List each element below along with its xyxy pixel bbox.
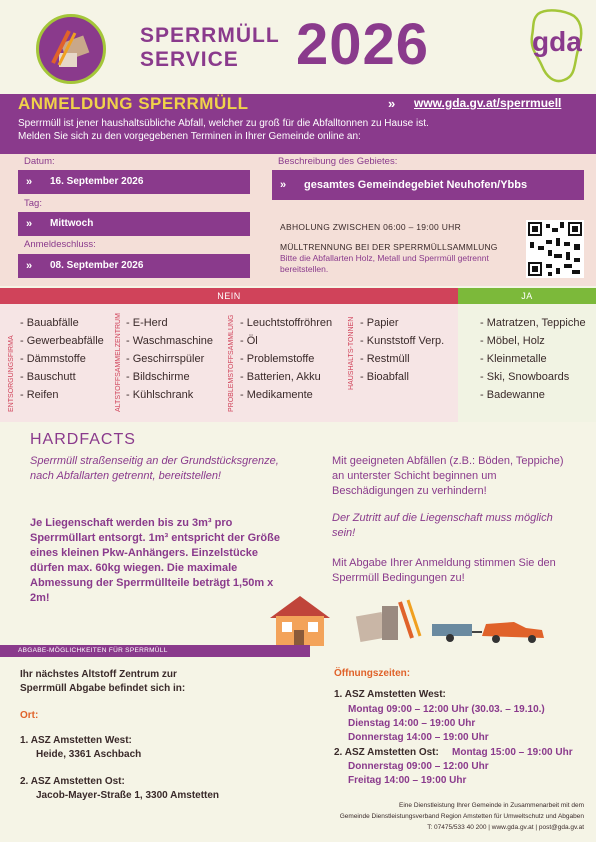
registration-text — [18, 117, 578, 143]
hardfacts-left-p1: Sperrmüll straßenseitig an der Grundstücksgrenze, nach Abfallarten getrennt, bereitstellen! — [30, 455, 279, 482]
list-item: - Problemstoffe — [240, 350, 332, 368]
hardfacts-right-p1: Mit geeigneten Abfällen (z.B.: Böden, Teppiche) an unterster Schicht beginnen um Beschädigungen zu verhindern! — [332, 455, 564, 497]
west-hours-1: Montag 09:00 – 12:00 Uhr (30.03. – 19.10.) — [348, 704, 545, 715]
gebiet-value: gesamtes Gemeindegebiet Neuhofen/Ybbs — [304, 179, 528, 191]
double-chevron-icon: » — [26, 260, 33, 272]
registration-link[interactable]: www.gda.gv.at/sperrmuell — [414, 96, 562, 110]
year: 2026 — [296, 12, 430, 77]
registration-title: ANMELDUNG SPERRMÜLL — [18, 94, 249, 113]
list-item: - Gewerbeabfälle — [20, 332, 104, 350]
double-chevron-icon: » — [280, 179, 287, 191]
asz1-name: 1. ASZ Amstetten West: — [20, 735, 132, 746]
double-chevron-icon: » — [26, 176, 33, 188]
ja-list — [480, 314, 586, 404]
brand-logo: gda — [532, 26, 582, 57]
tag-label: Tag: — [24, 198, 42, 209]
abgabe-header: ABGABE-MÖGLICHKEITEN FÜR SPERRMÜLL — [0, 645, 310, 657]
list-item: - Bauabfälle — [20, 314, 104, 332]
footer-line: Eine Dienstleistung Ihrer Gemeinde in Zusammenarbeit mit dem — [399, 802, 584, 809]
ost-hours-3: Freitag 14:00 – 19:00 Uhr — [348, 775, 467, 786]
abgabe-intro-line: Sperrmüll Abgabe befindet sich in: — [20, 683, 186, 694]
footer-line: Gemeinde Dienstleistungsverband Region Amstetten für Umweltschutz und Abgaben — [339, 813, 584, 820]
tag-value: Mittwoch — [50, 218, 94, 229]
car-trailer-icon — [430, 614, 548, 644]
hardfacts-right-p3: Mit Abgabe Ihrer Anmeldung stimmen Sie den Sperrmüll Bedingungen zu! — [332, 557, 556, 584]
qr-code[interactable] — [526, 220, 584, 278]
list-item: - Papier — [360, 314, 444, 332]
group-list-problemstoffsammlung — [240, 314, 332, 404]
nein-header: NEIN — [0, 288, 458, 304]
abgabe-intro-line: Ihr nächstes Altstoff Zentrum zur — [20, 669, 177, 680]
list-item: - Ski, Snowboards — [480, 368, 586, 386]
furniture-icon — [352, 598, 428, 644]
asz1-address: Heide, 3361 Aschbach — [36, 749, 142, 760]
gebiet-field — [272, 170, 584, 200]
page-title — [140, 24, 280, 72]
ost-hours-2: Donnerstag 09:00 – 12:00 Uhr — [348, 761, 489, 772]
list-item: - Möbel, Holz — [480, 332, 586, 350]
list-item: - Matratzen, Teppiche — [480, 314, 586, 332]
hardfacts-title: HARDFACTS — [30, 431, 136, 448]
ost-title: 2. ASZ Amstetten Ost: — [334, 747, 439, 758]
list-item: - Badewanne — [480, 386, 586, 404]
list-item: - Dämmstoffe — [20, 350, 104, 368]
double-chevron-icon: » — [388, 96, 396, 111]
ost-hours-1: Montag 15:00 – 19:00 Uhr — [452, 747, 573, 758]
footer — [250, 800, 584, 833]
anmeldeschluss-value: 08. September 2026 — [50, 260, 144, 271]
list-item: - Batterien, Akku — [240, 368, 332, 386]
registration-text-line: Melden Sie sich zu den vorgegebenen Terminen in Ihrer Gemeinde online an: — [18, 131, 361, 142]
ja-header: JA — [458, 288, 596, 304]
double-chevron-icon: » — [26, 218, 33, 230]
datum-label: Datum: — [24, 156, 55, 167]
sperrmuell-logo-icon — [36, 14, 106, 84]
gebiet-label: Beschreibung des Gebietes: — [278, 156, 398, 167]
list-item: - Kühlschrank — [126, 386, 213, 404]
title-line-1: SPERRMÜLL — [140, 24, 280, 47]
list-item: - Leuchtstoffröhren — [240, 314, 332, 332]
list-item: - Waschmaschine — [126, 332, 213, 350]
muelltrennung-text: Bitte die Abfallarten Holz, Metall und Sperrmüll getrennt bereitstellen. — [280, 253, 489, 274]
list-item: - Kunststoff Verp. — [360, 332, 444, 350]
datum-field — [18, 170, 250, 194]
title-line-2: SERVICE — [140, 48, 239, 71]
list-item: - Bildschirme — [126, 368, 213, 386]
datum-value: 16. September 2026 — [50, 176, 144, 187]
anmeldeschluss-field — [18, 254, 250, 278]
group-list-altstoffsammelzentrum — [126, 314, 213, 404]
registration-text-line: Sperrmüll ist jener haushaltsübliche Abfall, welcher zu groß für die Abfalltonnen zu Hause ist. — [18, 118, 429, 129]
asz2-name: 2. ASZ Amstetten Ost: — [20, 776, 125, 787]
group-label-entsorgungsfirma: ENTSORGUNGSFIRMA — [8, 335, 15, 412]
list-item: - Öl — [240, 332, 332, 350]
list-item: - Medikamente — [240, 386, 332, 404]
hardfacts-left-p2: Je Liegenschaft werden bis zu 3m³ pro Sperrmüllart entsorgt. 1m³ entspricht der Größe eines kleinen Pkw-Anhängers. Einzelstücke dürfen max. 60kg wiegen. Die maximale Abmessung der Sperrmüllteile beträgt 1,50m x 2m! — [30, 517, 280, 604]
house-icon — [264, 592, 336, 646]
oeffnungszeiten-label: Öffnungszeiten: — [334, 668, 411, 679]
list-item: - Bauschutt — [20, 368, 104, 386]
west-hours-2: Dienstag 14:00 – 19:00 Uhr — [348, 718, 476, 729]
group-list-entsorgungsfirma — [20, 314, 104, 404]
ort-label: Ort: — [20, 710, 39, 721]
muelltrennung-title: MÜLLTRENNUNG BEI DER SPERRMÜLLSAMMLUNG — [280, 242, 498, 252]
anmeldeschluss-label: Anmeldeschluss: — [24, 239, 96, 250]
abholung-time: ABHOLUNG ZWISCHEN 06:00 – 19:00 UHR — [280, 222, 462, 232]
list-item: - Bioabfall — [360, 368, 444, 386]
asz2-address: Jacob-Mayer-Straße 1, 3300 Amstetten — [36, 790, 220, 801]
list-item: - E-Herd — [126, 314, 213, 332]
west-hours-3: Donnerstag 14:00 – 19:00 Uhr — [348, 732, 489, 743]
tag-field — [18, 212, 250, 236]
hardfacts-right-p2: Der Zutritt auf die Liegenschaft muss möglich sein! — [332, 512, 553, 539]
list-item: - Reifen — [20, 386, 104, 404]
group-label-haushaltstonnen: HAUSHALTS-TONNEN — [348, 316, 355, 390]
footer-contact: T: 07475/533 40 200 | www.gda.gv.at | post@gda.gv.at — [427, 824, 584, 831]
list-item: - Kleinmetalle — [480, 350, 586, 368]
group-label-altstoffsammelzentrum: ALTSTOFFSAMMELZENTRUM — [115, 313, 122, 412]
abgabe-intro — [20, 668, 185, 696]
group-list-haushaltstonnen — [360, 314, 444, 386]
list-item: - Geschirrspüler — [126, 350, 213, 368]
group-label-problemstoffsammlung: PROBLEMSTOFFSAMMLUNG — [228, 314, 235, 412]
west-title: 1. ASZ Amstetten West: — [334, 689, 446, 700]
list-item: - Restmüll — [360, 350, 444, 368]
